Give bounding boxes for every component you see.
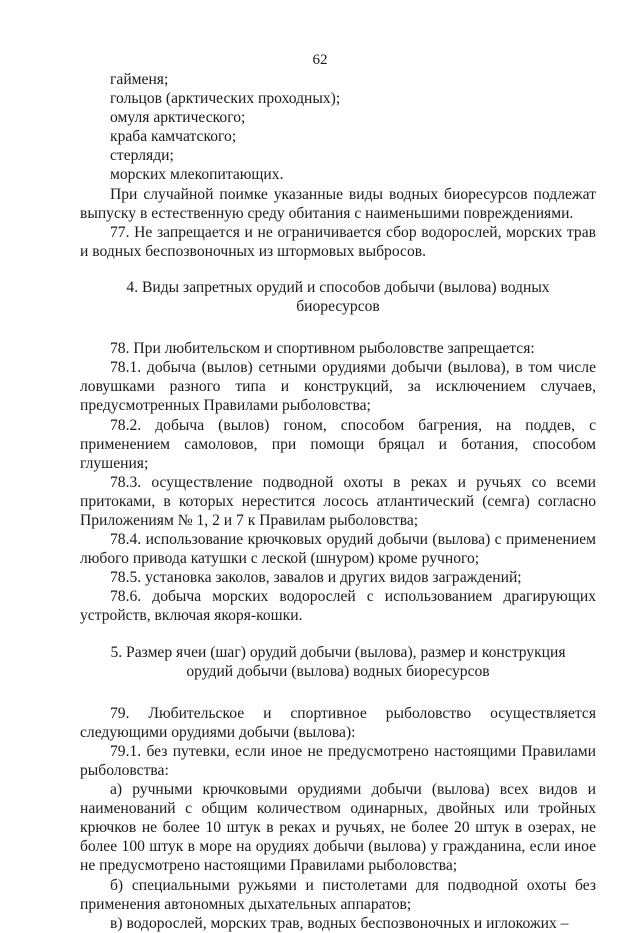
paragraph-78: 78. При любительском и спортивном рыболовстве запрещается: (110, 340, 535, 358)
section-5-heading: 5. Размер ячеи (шаг) орудий добычи (вылова), размер и конструкция орудий добычи (вылова) водных биоресурсов (110, 643, 566, 680)
species-list-item: краба камчатского; (110, 128, 237, 146)
paragraph-79: 79. Любительское и спортивное рыболовство осуществляется следующими орудиями добычи (вылова): (80, 704, 596, 741)
document-body (80, 70, 596, 933)
paragraph-78-2: 78.2. добыча (вылов) гоном, способом багрения, на поддев, с применением самоловов, при помощи бряцал и ботания, способом глушения; (80, 416, 596, 472)
species-list-item: гайменя; (110, 71, 169, 88)
section-4-heading: 4. Виды запретных орудий и способов добычи (вылова) водных биоресурсов (126, 278, 550, 316)
paragraph: При случайной поимке указанные виды водных биоресурсов подлежат выпуску в естественную среду обитания с наименьшими повреждениями. (80, 185, 596, 222)
species-list-item: морских млекопитающих. (110, 166, 284, 184)
paragraph-78-4: 78.4. использование крючковых орудий добычи (вылова) с применением любого привода катушки с леской (шнуром) кроме ручного; (80, 531, 596, 568)
species-list-item: омуля арктического; (110, 109, 246, 127)
paragraph-77: 77. Не запрещается и не ограничивается сбор водорослей, морских трав и водных беспозвоночных из штормовых выбросов. (80, 223, 596, 260)
paragraph-78-3: 78.3. осуществление подводной охоты в реках и ручьях со всеми притоками, в которых нерестится лосось атлантический (семга) согласно Приложениям № 1, 2 и 7 к Правилам рыболовства; (80, 473, 596, 529)
paragraph-79-1-v: в) водорослей, морских трав, водных беспозвоночных и иглокожих – (110, 914, 569, 932)
paragraph-79-1: 79.1. без путевки, если иное не предусмотрено настоящими Правилами рыболовства: (80, 742, 596, 779)
paragraph-79-1-b: б) специальными ружьями и пистолетами для подводной охоты без применения автономных дыхательных аппаратов; (80, 876, 596, 913)
paragraph-78-1: 78.1. добыча (вылов) сетными орудиями добычи (вылова), в том числе ловушками разного типа и конструкций, за исключением случаев, предусмотренных Правилами рыболовства; (80, 359, 596, 415)
species-list-item: стерляди; (110, 147, 174, 165)
paragraph-78-6: 78.6. добыча морских водорослей с использованием драгирующих устройств, включая якоря-кошки. (80, 588, 596, 625)
species-list-item: гольцов (арктических проходных); (110, 90, 341, 108)
paragraph-79-1-a: а) ручными крючковыми орудиями добычи (вылова) всех видов и наименований с общим количеством одинарных, двойных или тройных крючков не более 10 штук в реках и ручьях, не более 20 штук в озерах, не более 100 штук в море на орудиях добычи (вылова) у гражданина, если иное не предусмотрено настоящими Правилами рыболовства; (80, 781, 596, 875)
page-number: 62 (312, 52, 328, 68)
paragraph-78-5: 78.5. установка заколов, завалов и других видов заграждений; (110, 569, 522, 587)
